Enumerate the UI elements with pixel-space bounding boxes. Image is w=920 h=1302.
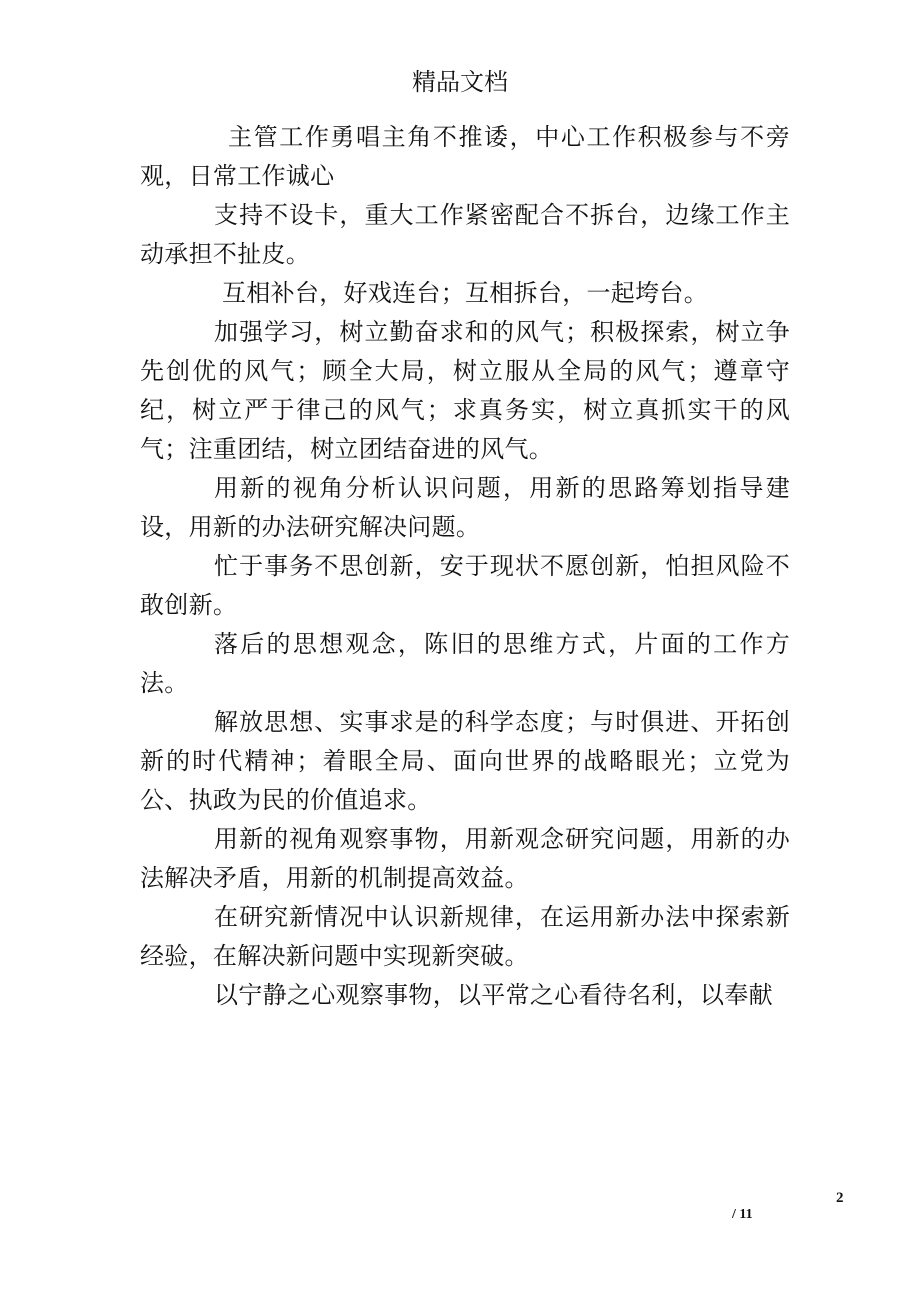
- paragraph: 加强学习，树立勤奋求和的风气；积极探索，树立争先创优的风气；顾全大局，树立服从全局的风气；遵章守纪，树立严于律己的风气；求真务实，树立真抓实干的风气；注重团结，树立团结奋进的风气。: [140, 318, 790, 463]
- page-total: / 11: [732, 1207, 753, 1222]
- paragraph: 在研究新情况中认识新规律，在运用新办法中探索新经验，在解决新问题中实现新突破。: [140, 903, 790, 970]
- document-body: [140, 118, 790, 1015]
- paragraph: 忙于事务不思创新，安于现状不愿创新，怕担风险不敢创新。: [140, 552, 790, 619]
- paragraph: 用新的视角分析认识问题，用新的思路筹划指导建设，用新的办法研究解决问题。: [140, 474, 790, 541]
- paragraph: 支持不设卡，重大工作紧密配合不拆台，边缘工作主动承担不扯皮。: [140, 201, 790, 268]
- paragraph: 主管工作勇唱主角不推诿，中心工作积极参与不旁观，日常工作诚心: [140, 123, 790, 190]
- page-header-title: 精品文档: [412, 68, 508, 96]
- page-number: 2: [836, 1190, 844, 1206]
- paragraph: 解放思想、实事求是的科学态度；与时俱进、开拓创新的时代精神；着眼全局、面向世界的战略眼光；立党为公、执政为民的价值追求。: [140, 708, 790, 814]
- paragraph: 用新的视角观察事物，用新观念研究问题，用新的办法解决矛盾，用新的机制提高效益。: [140, 825, 790, 892]
- paragraph: 以宁静之心观察事物，以平常之心看待名利，以奉献: [214, 981, 773, 1009]
- paragraph: 落后的思想观念，陈旧的思维方式，片面的工作方法。: [140, 630, 790, 697]
- paragraph: 互相补台，好戏连台；互相拆台，一起垮台。: [222, 279, 708, 307]
